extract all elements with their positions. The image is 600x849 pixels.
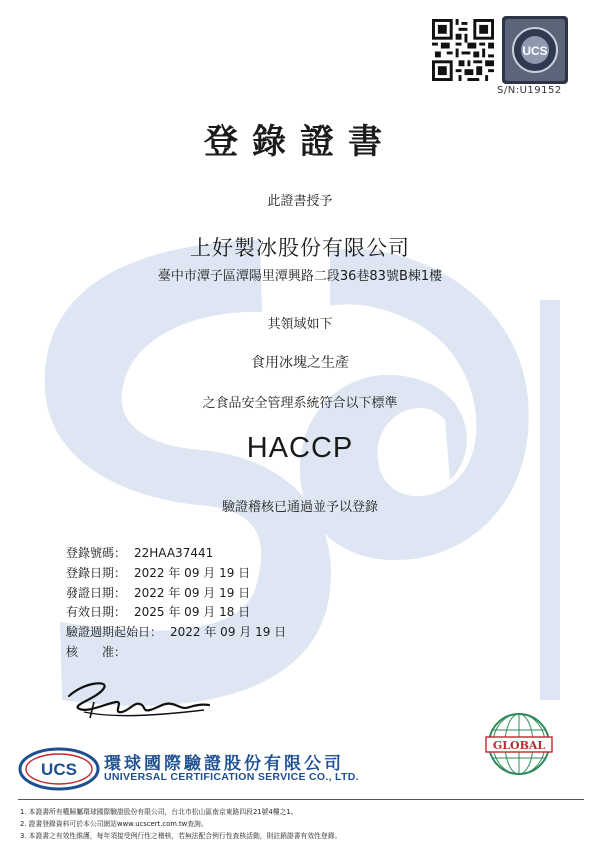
- cycle-start-value: 2022 年 09 月 19 日: [170, 625, 287, 639]
- serial-number: S/N:U19152: [497, 85, 562, 96]
- svg-text:UCS: UCS: [522, 44, 548, 58]
- registration-date-label: 登錄日期：: [66, 566, 127, 580]
- scope-text: 食用冰塊之生產: [251, 355, 349, 371]
- registration-number-label: 登錄號碼：: [66, 546, 127, 560]
- issue-date-label: 發證日期：: [66, 586, 127, 600]
- issuer-name-chinese: 環球國際驗證股份有限公司: [104, 754, 344, 774]
- verification-statement: 驗證稽核已通過並予以登錄: [221, 500, 378, 515]
- approval-row: [66, 643, 126, 660]
- hologram-seal-icon: [502, 16, 568, 84]
- company-address: 臺中市潭子區潭陽里潭興路二段36巷83號B棟1樓: [157, 269, 443, 284]
- registration-number-value: 22HAA37441: [134, 546, 214, 560]
- issue-date-value: 2022 年 09 月 19 日: [134, 586, 251, 600]
- footer-note-3: 3. 本證書之有效性維護，每年須接受例行性之稽核，若無法配合例行性查核活動，則註銷證書有效性登錄。: [20, 832, 342, 840]
- standard-intro: 之食品安全管理系統符合以下標準: [202, 396, 398, 411]
- registration-date-row: [66, 564, 250, 581]
- company-name: 上好製冰股份有限公司: [190, 236, 410, 260]
- svg-text:GLOBAL: GLOBAL: [492, 739, 546, 752]
- global-globe-logo: [484, 706, 554, 786]
- cycle-start-row: [66, 623, 286, 640]
- cycle-start-label: 驗證週期起始日：: [66, 625, 163, 639]
- expiry-date-value: 2025 年 09 月 18 日: [134, 605, 251, 619]
- svg-text:UCS: UCS: [41, 760, 77, 779]
- issue-date-row: [66, 584, 250, 601]
- approval-label: 核 准：: [66, 645, 127, 659]
- footer-divider: [18, 799, 584, 800]
- certificate-title: 登錄證書: [204, 122, 396, 162]
- expiry-date-row: [66, 603, 250, 620]
- registration-date-value: 2022 年 09 月 19 日: [134, 566, 251, 580]
- signature-image: [64, 674, 214, 724]
- qr-code-icon: [432, 19, 494, 81]
- ucs-logo: [18, 747, 100, 791]
- grant-text: 此證書授予: [267, 194, 333, 209]
- registration-number-row: [66, 544, 213, 561]
- footer-note-1: 1. 本證書所有權歸屬環球國際驗證股份有限公司，台北市松山區南京東路四段21號4樓之1。: [20, 808, 298, 816]
- issuer-name-english: UNIVERSAL CERTIFICATION SERVICE CO., LTD.: [104, 771, 359, 783]
- expiry-date-label: 有效日期：: [66, 605, 127, 619]
- scope-intro: 其領域如下: [267, 317, 333, 332]
- footer-note-2: 2. 證書登錄資料可於本公司網站www.ucscert.com.tw查詢。: [20, 820, 208, 828]
- standard-name: HACCP: [246, 432, 354, 464]
